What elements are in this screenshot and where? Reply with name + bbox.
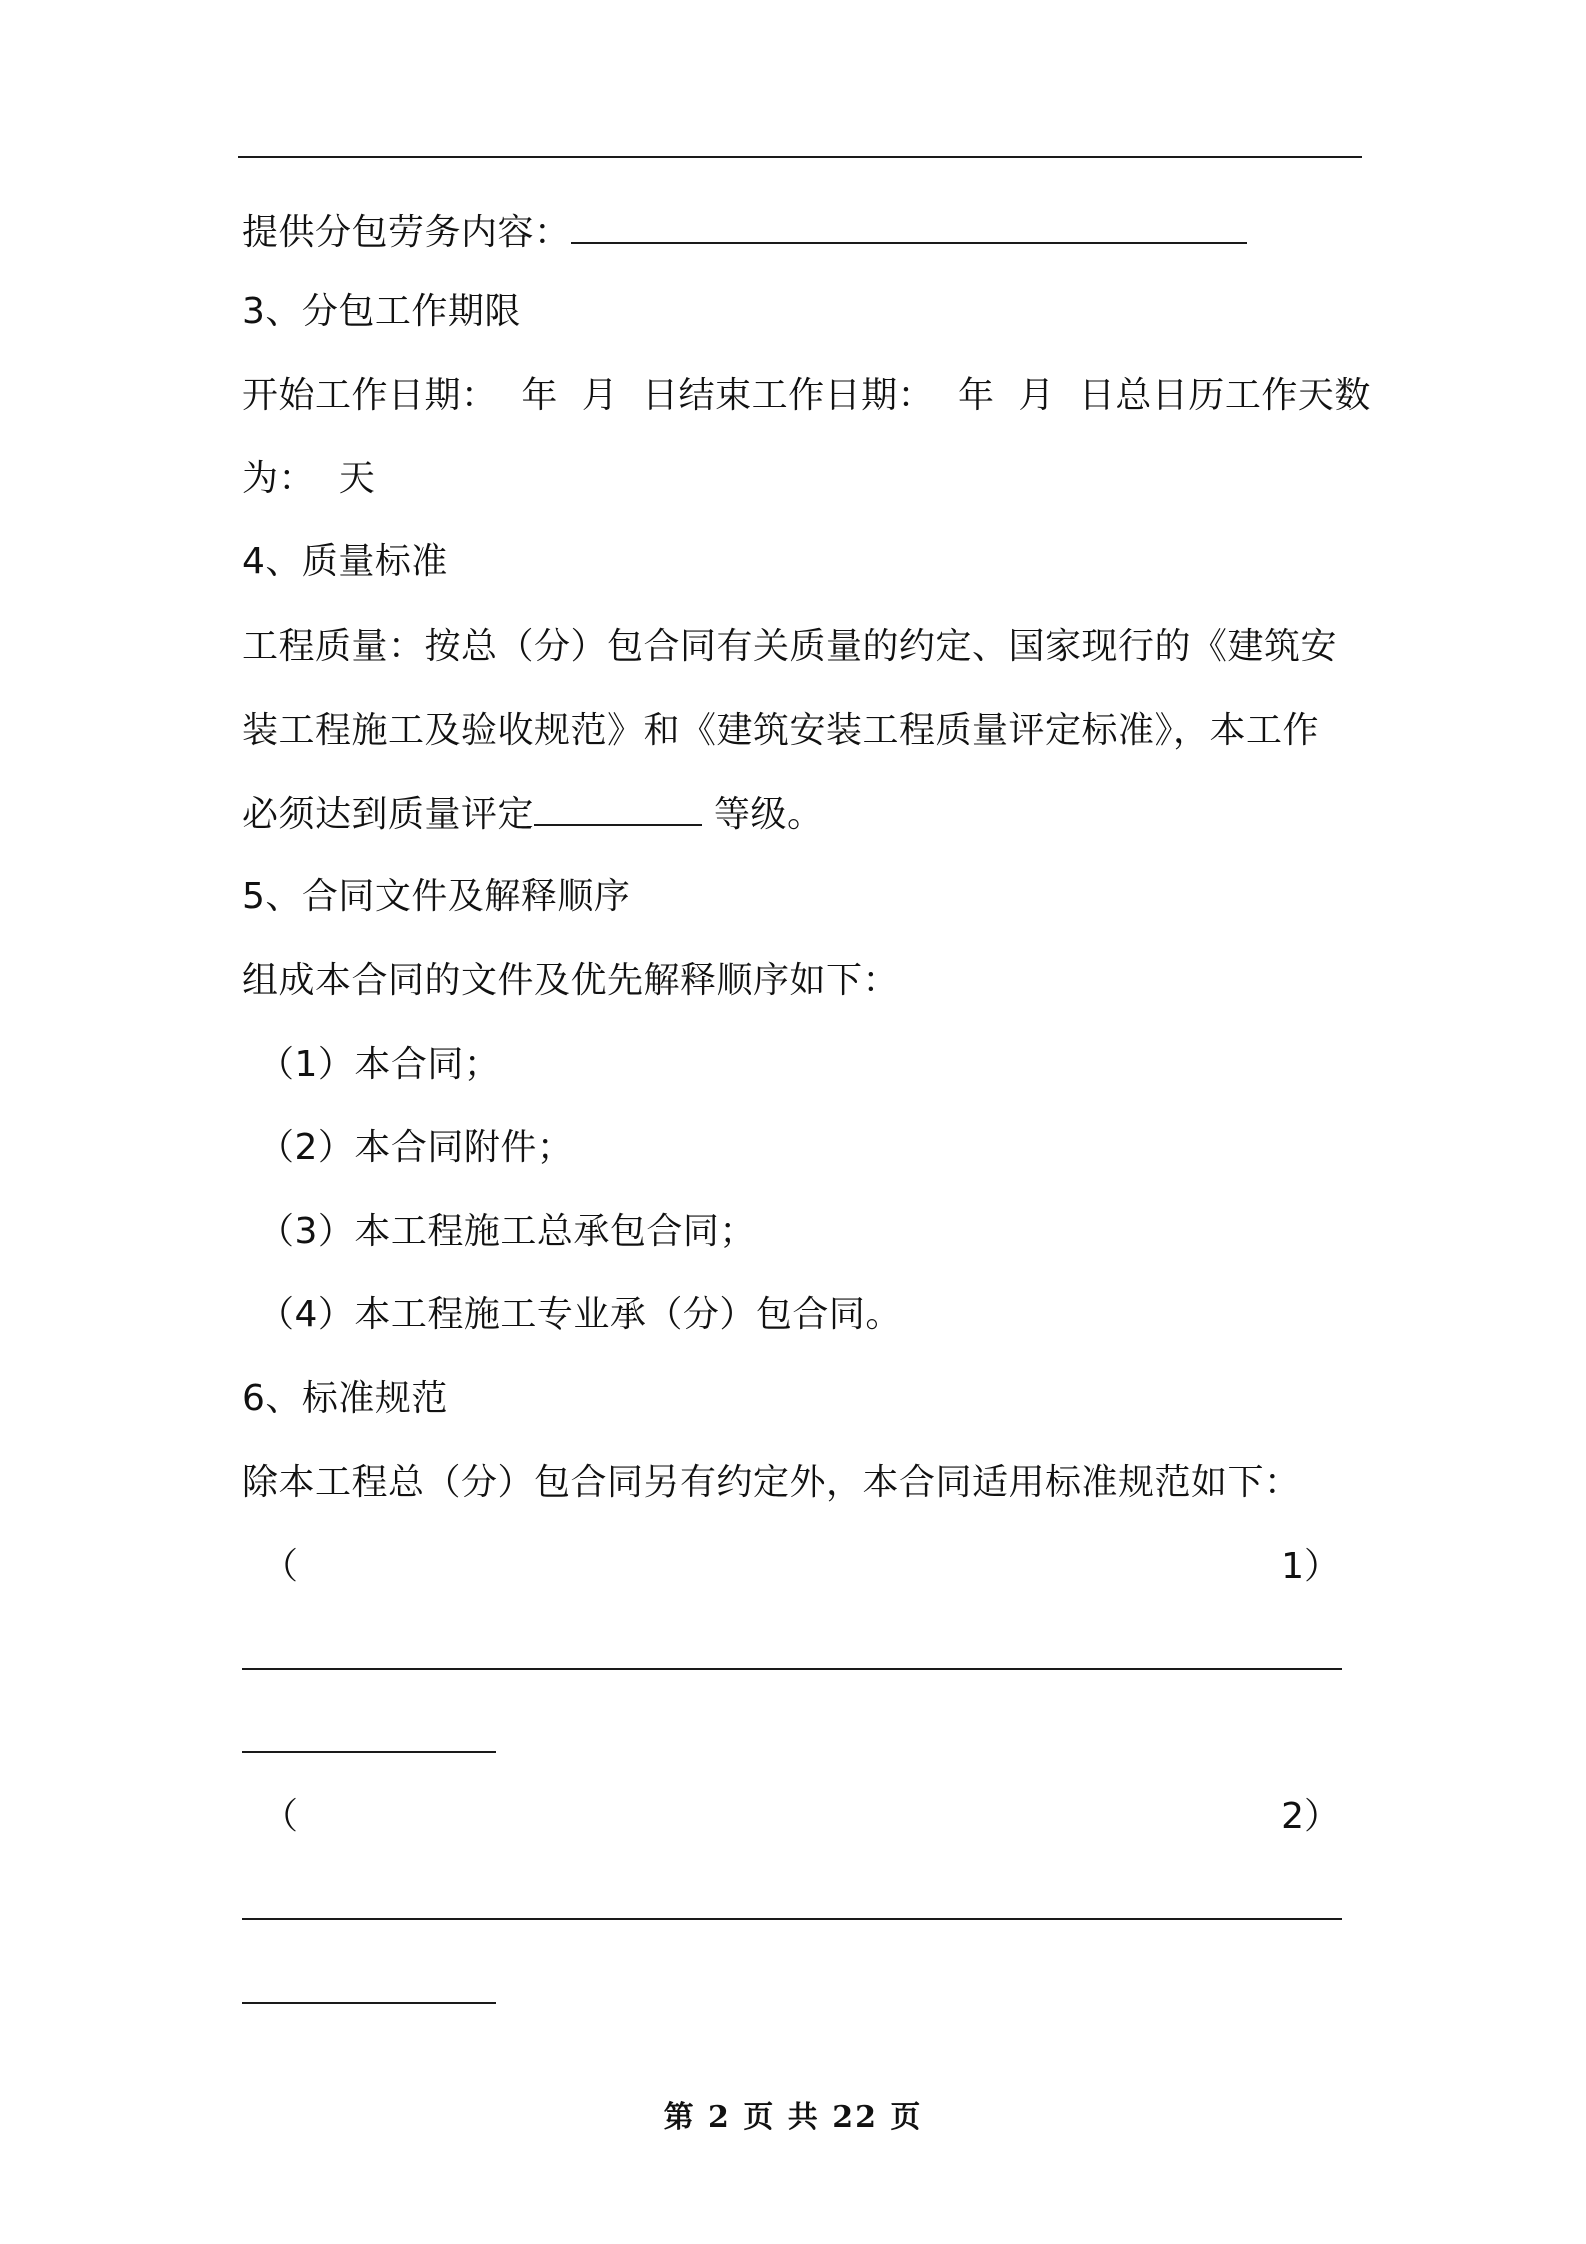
quality-grade-blank bbox=[534, 790, 702, 826]
standard-item-2-close: 2） bbox=[1281, 1796, 1340, 1837]
section-4-paragraph-line-2: 装工程施工及验收规范》和《建筑安装工程质量评定标准》，本工作 bbox=[242, 710, 1320, 751]
section-3-heading: 3、分包工作期限 bbox=[242, 291, 521, 332]
quality-grade-label: 必须达到质量评定 bbox=[242, 794, 535, 835]
section-6-intro: 除本工程总（分）包合同另有约定外，本合同适用标准规范如下： bbox=[242, 1462, 1301, 1503]
standard-item-1 bbox=[262, 1543, 1340, 1591]
section-4-paragraph-line-1: 工程质量：按总（分）包合同有关质量的约定、国家现行的《建筑安 bbox=[242, 626, 1338, 667]
section-3-days: 为： 天 bbox=[242, 458, 376, 499]
page-footer: 第 2 页 共 22 页 bbox=[663, 2100, 923, 2135]
quality-grade-suffix: 等级。 bbox=[702, 794, 824, 835]
section-5-intro: 组成本合同的文件及优先解释顺序如下： bbox=[242, 960, 900, 1001]
section-5-item-2: （2）本合同附件； bbox=[258, 1127, 574, 1168]
standard-item-1-close: 1） bbox=[1281, 1546, 1340, 1587]
standard-item-1-open: （ bbox=[262, 1546, 299, 1587]
subcontract-content-blank bbox=[571, 208, 1247, 244]
standard-item-2-blank-line-1 bbox=[242, 1918, 1342, 1920]
standard-item-2-blank-line-2 bbox=[242, 2002, 496, 2004]
subcontract-content-label: 提供分包劳务内容： bbox=[242, 212, 571, 253]
standard-item-1-blank-line-1 bbox=[242, 1668, 1342, 1670]
header-rule bbox=[238, 156, 1362, 158]
section-4-paragraph-line-3 bbox=[242, 790, 823, 839]
section-5-item-1: （1）本合同； bbox=[258, 1044, 501, 1085]
section-5-item-3: （3）本工程施工总承包合同； bbox=[258, 1211, 756, 1252]
standard-item-1-blank-line-2 bbox=[242, 1751, 496, 1753]
subcontract-content-line bbox=[242, 208, 1247, 257]
section-4-heading: 4、质量标准 bbox=[242, 541, 448, 582]
standard-item-2-open: （ bbox=[262, 1796, 299, 1837]
section-6-heading: 6、标准规范 bbox=[242, 1378, 448, 1419]
section-5-heading: 5、合同文件及解释顺序 bbox=[242, 876, 631, 917]
section-5-item-4: （4）本工程施工专业承（分）包合同。 bbox=[258, 1294, 902, 1335]
section-3-dates: 开始工作日期： 年 月 日结束工作日期： 年 月 日总日历工作天数 bbox=[242, 375, 1371, 416]
standard-item-2 bbox=[262, 1793, 1340, 1841]
